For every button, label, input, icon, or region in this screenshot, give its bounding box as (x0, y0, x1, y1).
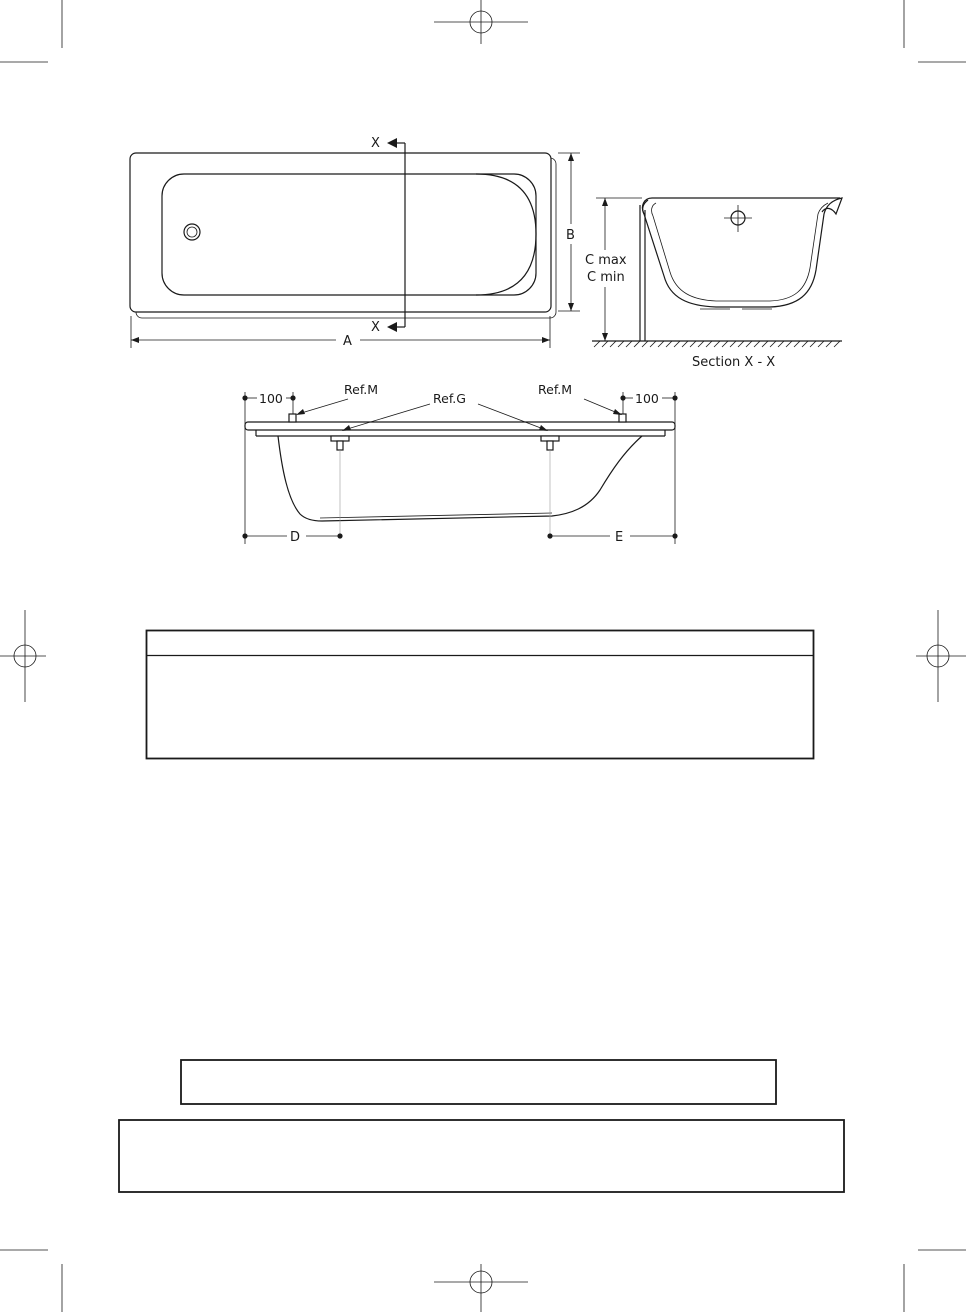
ref-m-block-right (619, 414, 626, 422)
note-box (181, 1060, 776, 1104)
ref-m-block-left (289, 414, 296, 422)
registration-mark-bottom (434, 1264, 528, 1312)
support-foot-right (541, 436, 559, 450)
dimension-e-label: E (615, 530, 624, 545)
offset-left-label: 100 (259, 391, 283, 406)
registration-mark-left (0, 610, 46, 702)
overflow-crosshair-icon (724, 205, 752, 232)
dimension-c-max-label: C max (585, 253, 627, 268)
offset-right-label: 100 (635, 391, 659, 406)
ref-m-left-label: Ref.M (344, 382, 379, 397)
side-view-dimensions (242, 391, 677, 545)
bathtub-side-view (245, 414, 675, 536)
bathtub-top-view (130, 153, 556, 318)
section-marker-top: X (371, 136, 380, 151)
dimension-a-label: A (343, 334, 352, 349)
dimension-b-label: B (566, 228, 575, 243)
section-marker-bottom: X (371, 320, 380, 335)
ref-m-right-label: Ref.M (538, 382, 573, 397)
dimension-d-label: D (290, 530, 301, 545)
registration-mark-top (434, 0, 528, 44)
ref-g-label: Ref.G (433, 391, 466, 406)
dimension-b (558, 153, 580, 311)
dimension-c (585, 198, 642, 341)
specification-table-frame (147, 631, 814, 759)
floor-hatching (594, 341, 840, 347)
dimension-c-min-label: C min (587, 270, 625, 285)
registration-mark-right (916, 610, 966, 702)
support-foot-left (331, 436, 349, 450)
dimension-a (131, 316, 550, 349)
section-caption: Section X - X (692, 355, 776, 370)
bathtub-section-view (592, 198, 842, 347)
warning-box (119, 1120, 844, 1192)
